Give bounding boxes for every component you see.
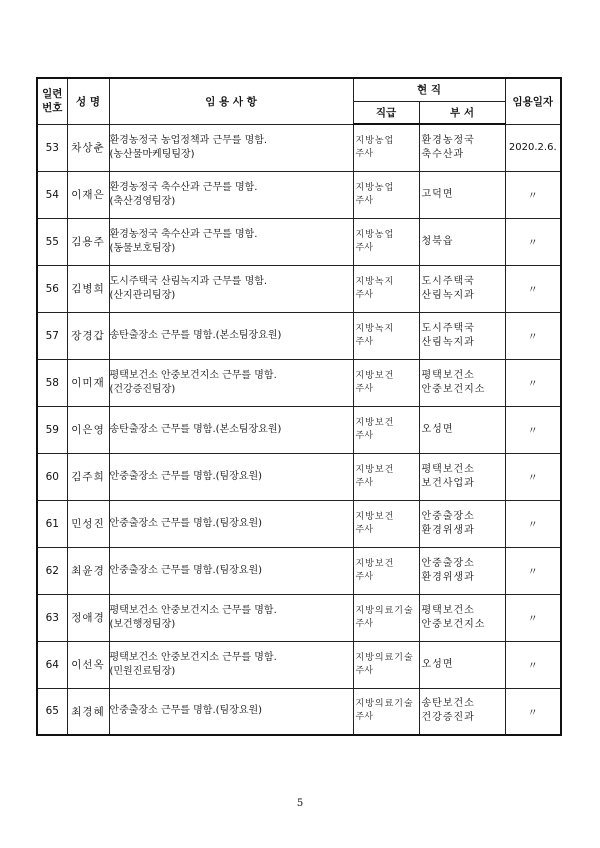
rank-line-1: 지방보건 [355, 511, 395, 522]
rank-line-1: 지방녹지 [355, 323, 395, 334]
appointment-detail [109, 359, 353, 406]
serial-number: 56 [37, 265, 67, 312]
current-rank [353, 406, 419, 453]
person-name: 최경혜 [67, 688, 109, 735]
header-rank: 직급 [353, 101, 419, 124]
rank-line-1: 지방의료기술 [355, 605, 414, 616]
rank-line-2: 주사 [355, 195, 373, 206]
appointment-team: (농산물마케팅팀장) [109, 148, 195, 160]
serial-number: 63 [37, 594, 67, 641]
current-department [419, 500, 505, 547]
appointment-date: 〃 [505, 218, 561, 265]
current-department [419, 265, 505, 312]
department-line-1: 평택보건소 [421, 463, 475, 475]
current-rank [353, 453, 419, 500]
rank-line-1: 지방농업 [355, 229, 395, 240]
appointment-date: 〃 [505, 359, 561, 406]
department-line-2: 축수산과 [421, 148, 465, 160]
header-department: 부 서 [419, 101, 505, 124]
appointment-detail [109, 453, 353, 500]
serial-number: 65 [37, 688, 67, 735]
rank-line-1: 지방의료기술 [355, 652, 414, 663]
person-name: 이은영 [67, 406, 109, 453]
appointment-date: 〃 [505, 406, 561, 453]
appointment-text: 평택보건소 안중보건지소 근무를 명함. [109, 369, 277, 381]
appointment-date: 〃 [505, 500, 561, 547]
appointment-team: (산지관리팀장) [109, 289, 176, 301]
appointment-text: 안중출장소 근무를 명함.(팀장요원) [109, 517, 263, 529]
current-department [419, 406, 505, 453]
table-row [37, 547, 561, 594]
table-row [37, 500, 561, 547]
current-department [419, 688, 505, 735]
table-row [37, 124, 561, 171]
person-name: 민성진 [67, 500, 109, 547]
appointment-table [36, 77, 562, 736]
current-rank [353, 688, 419, 735]
header-name: 성 명 [67, 78, 109, 124]
current-department [419, 641, 505, 688]
current-department [419, 312, 505, 359]
current-rank [353, 265, 419, 312]
serial-number: 64 [37, 641, 67, 688]
rank-line-2: 주사 [355, 618, 373, 629]
serial-number: 53 [37, 124, 67, 171]
appointment-detail [109, 594, 353, 641]
appointment-team: (동물보호팀장) [109, 242, 176, 254]
page-number: 5 [296, 798, 304, 809]
person-name: 김병희 [67, 265, 109, 312]
person-name: 최윤경 [67, 547, 109, 594]
rank-line-1: 지방녹지 [355, 276, 395, 287]
table-row [37, 359, 561, 406]
appointment-detail [109, 547, 353, 594]
rank-line-2: 주사 [355, 383, 373, 394]
rank-line-2: 주사 [355, 524, 373, 535]
serial-number: 62 [37, 547, 67, 594]
appointment-date: 〃 [505, 265, 561, 312]
rank-line-1: 지방보건 [355, 464, 395, 475]
appointment-text: 도시주택국 산림녹지과 근무를 명함. [109, 275, 268, 287]
department-line-1: 청북읍 [421, 235, 454, 247]
table-row [37, 171, 561, 218]
table-row [37, 218, 561, 265]
appointment-date: 2020.2.6. [505, 124, 561, 171]
current-rank [353, 594, 419, 641]
rank-line-2: 주사 [355, 148, 373, 159]
current-department [419, 218, 505, 265]
serial-number: 58 [37, 359, 67, 406]
table-row [37, 688, 561, 735]
current-rank [353, 500, 419, 547]
appointment-text: 평택보건소 안중보건지소 근무를 명함. [109, 604, 277, 616]
appointment-text: 안중출장소 근무를 명함.(팀장요원) [109, 564, 263, 576]
appointment-detail [109, 312, 353, 359]
person-name: 김주희 [67, 453, 109, 500]
appointment-text: 환경농정국 농업정책과 근무를 명함. [109, 134, 268, 146]
department-line-2: 보건사업과 [421, 477, 475, 489]
appointment-detail [109, 500, 353, 547]
rank-line-1: 지방보건 [355, 558, 395, 569]
appointment-team: (건강증진팀장) [109, 383, 176, 395]
current-department [419, 359, 505, 406]
department-line-1: 오성면 [421, 423, 454, 435]
current-department [419, 453, 505, 500]
person-name: 이선옥 [67, 641, 109, 688]
appointment-date: 〃 [505, 594, 561, 641]
header-appointment: 임 용 사 항 [109, 78, 353, 124]
department-line-2: 산림녹지과 [421, 336, 475, 348]
appointment-detail [109, 124, 353, 171]
department-line-1: 고덕면 [421, 188, 454, 200]
appointment-date: 〃 [505, 312, 561, 359]
rank-line-1: 지방농업 [355, 182, 395, 193]
appointment-detail [109, 218, 353, 265]
appointment-text: 송탄출장소 근무를 명함.(본소팀장요원) [109, 423, 282, 435]
department-line-1: 안중출장소 [421, 510, 475, 522]
table-row [37, 265, 561, 312]
serial-number: 60 [37, 453, 67, 500]
rank-line-2: 주사 [355, 242, 373, 253]
current-rank [353, 218, 419, 265]
header-current-position: 현 직 [353, 78, 505, 101]
current-department [419, 594, 505, 641]
appointment-text: 환경농정국 축수산과 근무를 명함. [109, 228, 258, 240]
appointment-date: 〃 [505, 453, 561, 500]
appointment-team: (축산경영팀장) [109, 195, 176, 207]
person-name: 장경갑 [67, 312, 109, 359]
department-line-1: 평택보건소 [421, 369, 475, 381]
current-department [419, 171, 505, 218]
department-line-2: 산림녹지과 [421, 289, 475, 301]
current-rank [353, 312, 419, 359]
department-line-1: 송탄보건소 [421, 698, 475, 710]
rank-line-1: 지방의료기술 [355, 699, 414, 710]
appointment-detail [109, 641, 353, 688]
department-line-1: 도시주택국 [421, 275, 475, 287]
rank-line-2: 주사 [355, 477, 373, 488]
current-rank [353, 124, 419, 171]
department-line-1: 환경농정국 [421, 134, 475, 146]
serial-number: 61 [37, 500, 67, 547]
department-line-2: 안중보건지소 [421, 618, 486, 630]
appointment-detail [109, 265, 353, 312]
appointment-text: 환경농정국 축수산과 근무를 명함. [109, 181, 258, 193]
rank-line-2: 주사 [355, 289, 373, 300]
rank-line-2: 주사 [355, 430, 373, 441]
current-department [419, 124, 505, 171]
serial-number: 55 [37, 218, 67, 265]
appointment-date: 〃 [505, 641, 561, 688]
person-name: 이재은 [67, 171, 109, 218]
appointment-detail [109, 406, 353, 453]
department-line-1: 오성면 [421, 658, 454, 670]
appointment-date: 〃 [505, 171, 561, 218]
department-line-2: 환경위생과 [421, 524, 475, 536]
appointment-text: 안중출장소 근무를 명함.(팀장요원) [109, 470, 263, 482]
appointment-detail [109, 171, 353, 218]
person-name: 이미재 [67, 359, 109, 406]
rank-line-2: 주사 [355, 336, 373, 347]
current-rank [353, 641, 419, 688]
person-name: 김용주 [67, 218, 109, 265]
appointment-date: 〃 [505, 688, 561, 735]
appointment-detail [109, 688, 353, 735]
rank-line-1: 지방보건 [355, 417, 395, 428]
appointment-text: 평택보건소 안중보건지소 근무를 명함. [109, 651, 277, 663]
department-line-2: 안중보건지소 [421, 383, 486, 395]
current-department [419, 547, 505, 594]
table-row [37, 453, 561, 500]
current-rank [353, 359, 419, 406]
department-line-2: 환경위생과 [421, 571, 475, 583]
person-name: 차상춘 [67, 124, 109, 171]
appointment-team: (민원진료팀장) [109, 665, 176, 677]
serial-number: 59 [37, 406, 67, 453]
department-line-2: 건강증진과 [421, 712, 475, 724]
header-appointment-date: 임용일자 [505, 78, 561, 124]
table-row [37, 406, 561, 453]
department-line-1: 도시주택국 [421, 322, 475, 334]
department-line-1: 평택보건소 [421, 604, 475, 616]
appointment-date: 〃 [505, 547, 561, 594]
current-rank [353, 547, 419, 594]
current-rank [353, 171, 419, 218]
table-row [37, 641, 561, 688]
person-name: 정애경 [67, 594, 109, 641]
serial-number: 57 [37, 312, 67, 359]
rank-line-1: 지방농업 [355, 135, 395, 146]
table-row [37, 312, 561, 359]
rank-line-1: 지방보건 [355, 370, 395, 381]
rank-line-2: 주사 [355, 665, 373, 676]
department-line-1: 안중출장소 [421, 557, 475, 569]
header-serial-number: 일련 번호 [37, 78, 67, 124]
appointment-team: (보건행정팀장) [109, 618, 176, 630]
serial-number: 54 [37, 171, 67, 218]
appointment-text: 안중출장소 근무를 명함.(팀장요원) [109, 705, 263, 717]
appointment-text: 송탄출장소 근무를 명함.(본소팀장요원) [109, 329, 282, 341]
rank-line-2: 주사 [355, 571, 373, 582]
rank-line-2: 주사 [355, 712, 373, 723]
table-row [37, 594, 561, 641]
